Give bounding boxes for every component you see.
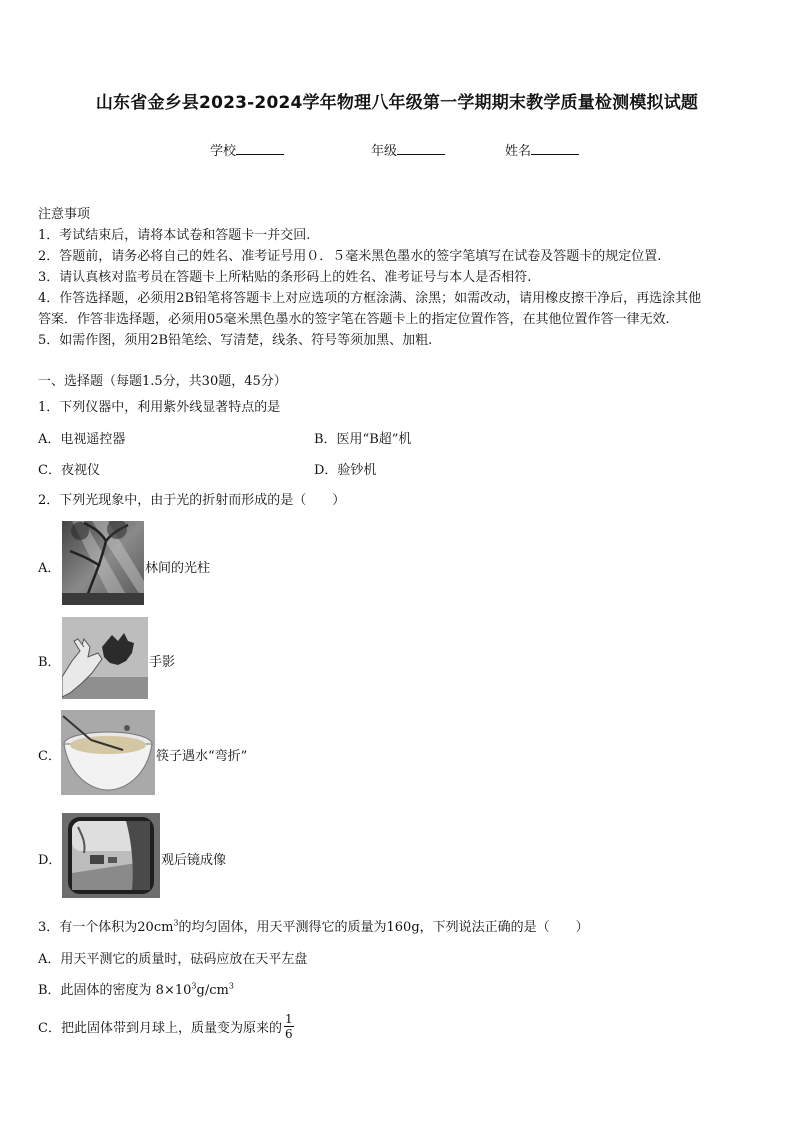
q2-stem: 2．下列光现象中，由于光的折射而形成的是（ ） [38, 493, 346, 508]
name-field[interactable] [505, 140, 579, 159]
fraction-denominator: 6 [284, 1027, 293, 1041]
hand-shadow-svg [62, 617, 148, 699]
q3-option-c[interactable] [38, 1012, 294, 1041]
q2-option-c-label[interactable]: C． [38, 749, 61, 764]
q3-option-b-pre: B．此固体的密度为 8×10 [38, 983, 192, 998]
grade-label: 年级 [371, 144, 398, 159]
hand-shadow-image [62, 617, 148, 699]
rearview-mirror-svg [62, 813, 160, 898]
q2-option-b-text: 手影 [149, 655, 176, 670]
notice-item: 1．考试结束后，请将本试卷和答题卡一并交回. [38, 228, 311, 243]
school-blank[interactable] [236, 142, 284, 155]
q2-option-a-label[interactable]: A． [38, 561, 61, 576]
q1-stem: 1．下列仪器中，利用紫外线显著特点的是 [38, 400, 281, 415]
q1-option-d[interactable]: D．验钞机 [314, 463, 377, 478]
page-title: 山东省金乡县2023-2024学年物理八年级第一学期期末教学质量检测模拟试题 [95, 93, 699, 113]
q3-stem-post: 的均匀固体，用天平测得它的质量为160g，下列说法正确的是（ ） [178, 920, 589, 935]
section-heading: 一、选择题（每题1.5分，共30题，45分） [38, 374, 287, 389]
q3-stem [38, 916, 589, 935]
q2-option-a-text: 林间的光柱 [145, 561, 211, 576]
notice-item: 3．请认真核对监考员在答题卡上所粘贴的条形码上的姓名、准考证号与本人是否相符. [38, 270, 532, 285]
q3-stem-pre: 3．有一个体积为20cm [38, 920, 174, 935]
chopsticks-bowl-svg [61, 710, 155, 795]
q2-option-b-label[interactable]: B． [38, 655, 61, 670]
name-label: 姓名 [505, 144, 532, 159]
q1-option-b[interactable]: B．医用“B超”机 [314, 432, 412, 447]
school-label: 学校 [210, 144, 237, 159]
q3-option-b[interactable] [38, 979, 234, 998]
q3-option-b-sup2: 3 [228, 981, 234, 991]
grade-blank[interactable] [397, 142, 445, 155]
q3-option-c-text: C．把此固体带到月球上，质量变为原来的 [38, 1021, 282, 1036]
forest-light-image [62, 521, 144, 605]
q1-option-c[interactable]: C．夜视仪 [38, 463, 100, 478]
school-field[interactable] [210, 140, 284, 159]
notice-item: 答案．作答非选择题，必须用05毫米黑色墨水的签字笔在答题卡上的指定位置作答，在其他位置作答一律无效. [38, 312, 670, 327]
name-blank[interactable] [531, 142, 579, 155]
q3-option-a[interactable]: A．用天平测它的质量时，砝码应放在天平左盘 [38, 952, 308, 967]
q1-option-a[interactable]: A．电视遥控器 [38, 432, 126, 447]
chopsticks-bowl-image [61, 710, 155, 795]
q3-option-b-unit: g/cm [196, 983, 229, 998]
notice-heading: 注意事项 [38, 207, 91, 222]
notice-item: 4．作答选择题，必须用2B铅笔将答题卡上对应选项的方框涂满、涂黑；如需改动，请用橡皮擦干净后，再选涂其他 [38, 291, 702, 306]
notice-item: 2．答题前，请务必将自己的姓名、准考证号用０．５毫米黑色墨水的签字笔填写在试卷及答题卡的规定位置. [38, 249, 662, 264]
rearview-mirror-image [62, 813, 160, 898]
q2-option-c-text: 筷子遇水“弯折” [156, 749, 248, 764]
notice-item: 5．如需作图，须用2B铅笔绘、写清楚，线条、符号等须加黑、加粗. [38, 333, 433, 348]
grade-field[interactable] [371, 140, 445, 159]
forest-light-svg [62, 521, 144, 605]
q3-stem-sup: 3 [173, 918, 179, 928]
q2-option-d-text: 观后镜成像 [161, 853, 227, 868]
q2-option-d-label[interactable]: D． [38, 853, 62, 868]
q3-option-c-fraction [284, 1012, 294, 1041]
fraction-numerator: 1 [284, 1012, 293, 1026]
q3-option-b-sup1: 3 [191, 981, 197, 991]
